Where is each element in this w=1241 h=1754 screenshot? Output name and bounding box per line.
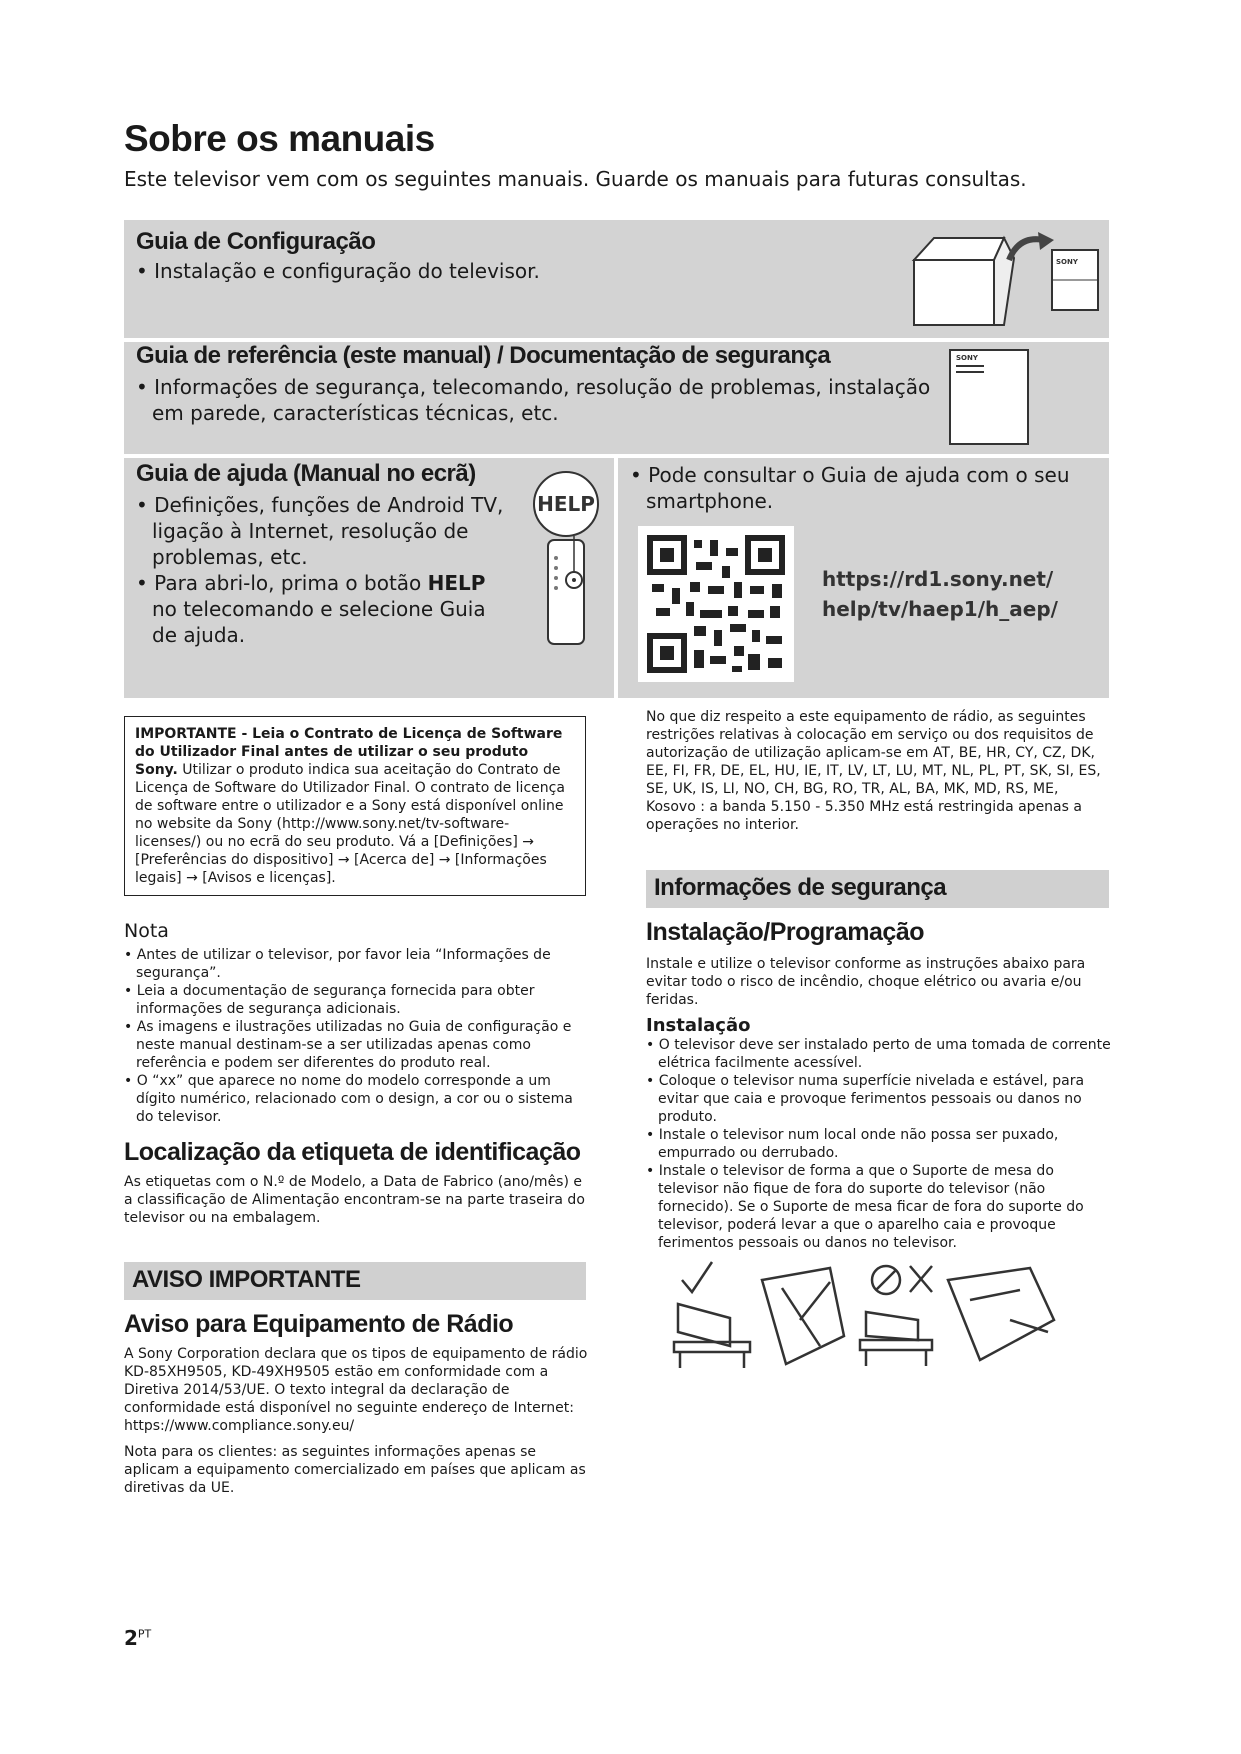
help-url [822, 564, 1058, 624]
label-location-text: As etiquetas com o N.º de Modelo, a Data de Fabrico (ano/mês) e a classificação de Alimentação encontram-se na parte traseira do televisor ou na embalagem. [124, 1174, 585, 1226]
license-bold-text: IMPORTANTE - Leia o Contrato de Licença de Software do Utilizador Final antes de utilizar o seu produto Sony. [135, 726, 563, 778]
help-button-label: HELP [537, 492, 595, 516]
sony-logo-small: SONY [956, 354, 978, 362]
nota-list [124, 946, 594, 1126]
setup-guide-box [124, 220, 1109, 338]
reference-guide-list [136, 374, 966, 426]
list-item: • O “xx” que aparece no nome do modelo corresponde a um dígito numérico, relacionado com o design, a cor ou o sistema do televisor. [124, 1072, 594, 1126]
list-item: • Instale o televisor num local onde não possa ser puxado, empurrado ou derrubado. [646, 1126, 1112, 1162]
label-location-section [124, 1138, 594, 1227]
box-and-manual-illustration [904, 230, 1104, 330]
license-text: Utilizar o produto indica sua aceitação do Contrato de Licença de Software do Utilizador Final. O contrato de licença de software entre o utilizador e a Sony está disponível online no website da Sony (http://www.sony.net/tv-software-licenses/) ou no ecrã do seu produto. Vá a [Definições] → [Preferências do dispositivo] → [Acerca de] → [Informações legais] → [Avisos e licenças]. [135, 762, 565, 886]
page-number [124, 1626, 151, 1650]
radio-equipment-para2: Nota para os clientes: as seguintes informações apenas se aplicam a equipamento comercializado em países que aplicam as diretivas da UE. [124, 1444, 586, 1496]
nota-section [124, 920, 594, 1126]
setup-guide-heading: Guia de Configuração [136, 228, 376, 255]
radio-equipment-heading: Aviso para Equipamento de Rádio [124, 1310, 514, 1338]
list-item: • Instalação e configuração do televisor. [136, 258, 776, 284]
smartphone-list [630, 462, 1080, 514]
check-mark-icon [682, 1262, 712, 1292]
radio-equipment-para1: A Sony Corporation declara que os tipos de equipamento de rádio KD-85XH9505, KD-49XH9505 estão em conformidade com a Diretiva 2014/53/UE. O texto integral da declaração de conformidade está disponível no seguinte endereço de Internet: https://www.compliance.sony.eu/ [124, 1346, 588, 1434]
nota-heading: Nota [124, 920, 169, 942]
remote-help-illustration [524, 468, 608, 648]
installation-illustration [670, 1260, 1090, 1380]
safety-band-title: Informações de segurança [654, 874, 947, 901]
radio-restriction-text: No que diz respeito a este equipamento de rádio, as seguintes restrições relativas à colocação em serviço ou dos requisitos de autorização de utilização aplicam-se em AT, BE, HR, CY, CZ, DK, EE, FI, FR, DE, EL, HU, IE, IT, LV, LT, LU, MT, NL, PL, PT, SK, SI, ES, SE, UK, IS, LI, NO, CH, BG, RO, TR, AL, BA, MK, MD, RS, ME, Kosovo : a banda 5.150 - 5.350 MHz está restringida apenas a operações no interior. [646, 709, 1101, 833]
installation-subheading: Instalação [646, 1015, 751, 1036]
setup-guide-list [136, 258, 776, 284]
license-notice-box [124, 716, 586, 896]
radio-equipment-section [124, 1310, 594, 1497]
help-guide-box [124, 458, 614, 698]
reference-guide-heading: Guia de referência (este manual) / Documentação de segurança [136, 342, 831, 369]
help-url-line1: https://rd1.sony.net/ [822, 567, 1054, 591]
help-url-line2: help/tv/haep1/h_aep/ [822, 597, 1058, 621]
safety-band [646, 870, 1109, 908]
list-item: • Antes de utilizar o televisor, por favor leia “Informações de segurança”. [124, 946, 594, 982]
list-item: • As imagens e ilustrações utilizadas no Guia de configuração e neste manual destinam-se a ser utilizadas apenas como referência e podem ser diferentes do produto real. [124, 1018, 594, 1072]
list-item: • Informações de segurança, telecomando, resolução de problemas, instalação em parede, características técnicas, etc. [136, 374, 966, 426]
installation-heading: Instalação/Programação [646, 918, 925, 946]
installation-intro: Instale e utilize o televisor conforme as instruções abaixo para evitar todo o risco de incêndio, choque elétrico ou avaria e/ou feridas. [646, 956, 1086, 1008]
list-item: • Pode consultar o Guia de ajuda com o seu smartphone. [630, 462, 1080, 514]
smartphone-help-box [618, 458, 1109, 698]
list-item: • Para abri-lo, prima o botão HELP no telecomando e selecione Guia de ajuda. [136, 570, 506, 648]
page-language-code: PT [137, 1627, 152, 1641]
manual-booklet-illustration [948, 348, 1032, 448]
page-title: Sobre os manuais [124, 118, 435, 159]
list-item: • O televisor deve ser instalado perto de uma tomada de corrente elétrica facilmente acessível. [646, 1036, 1112, 1072]
page-number-value: 2 [124, 1626, 138, 1650]
list-item: • Coloque o televisor numa superfície nivelada e estável, para evitar que caia e provoque ferimentos pessoais ou danos no produto. [646, 1072, 1112, 1126]
list-item: • Leia a documentação de segurança fornecida para obter informações de segurança adicionais. [124, 982, 594, 1018]
sony-logo-small: SONY [1056, 258, 1078, 266]
aviso-band-title: AVISO IMPORTANTE [132, 1266, 361, 1293]
intro-text: Este televisor vem com os seguintes manuais. Guarde os manuais para futuras consultas. [124, 167, 1027, 191]
list-item: • Definições, funções de Android TV, ligação à Internet, resolução de problemas, etc. [136, 492, 506, 570]
label-location-heading: Localização da etiqueta de identificação [124, 1138, 581, 1166]
aviso-band [124, 1262, 586, 1300]
reference-guide-box [124, 342, 1109, 454]
qr-code [638, 526, 794, 682]
list-item: • Instale o televisor de forma a que o Suporte de mesa do televisor não fique de fora do suporte do televisor (não fornecido). Se o Suporte de mesa ficar de fora do suporte do televisor, poderá levar a que o aparelho caia e provoque ferimentos pessoais ou danos no televisor. [646, 1162, 1112, 1252]
installation-list [646, 1036, 1112, 1252]
help-guide-list [136, 492, 506, 648]
help-guide-heading: Guia de ajuda (Manual no ecrã) [136, 460, 476, 487]
installation-section [646, 918, 1112, 1252]
